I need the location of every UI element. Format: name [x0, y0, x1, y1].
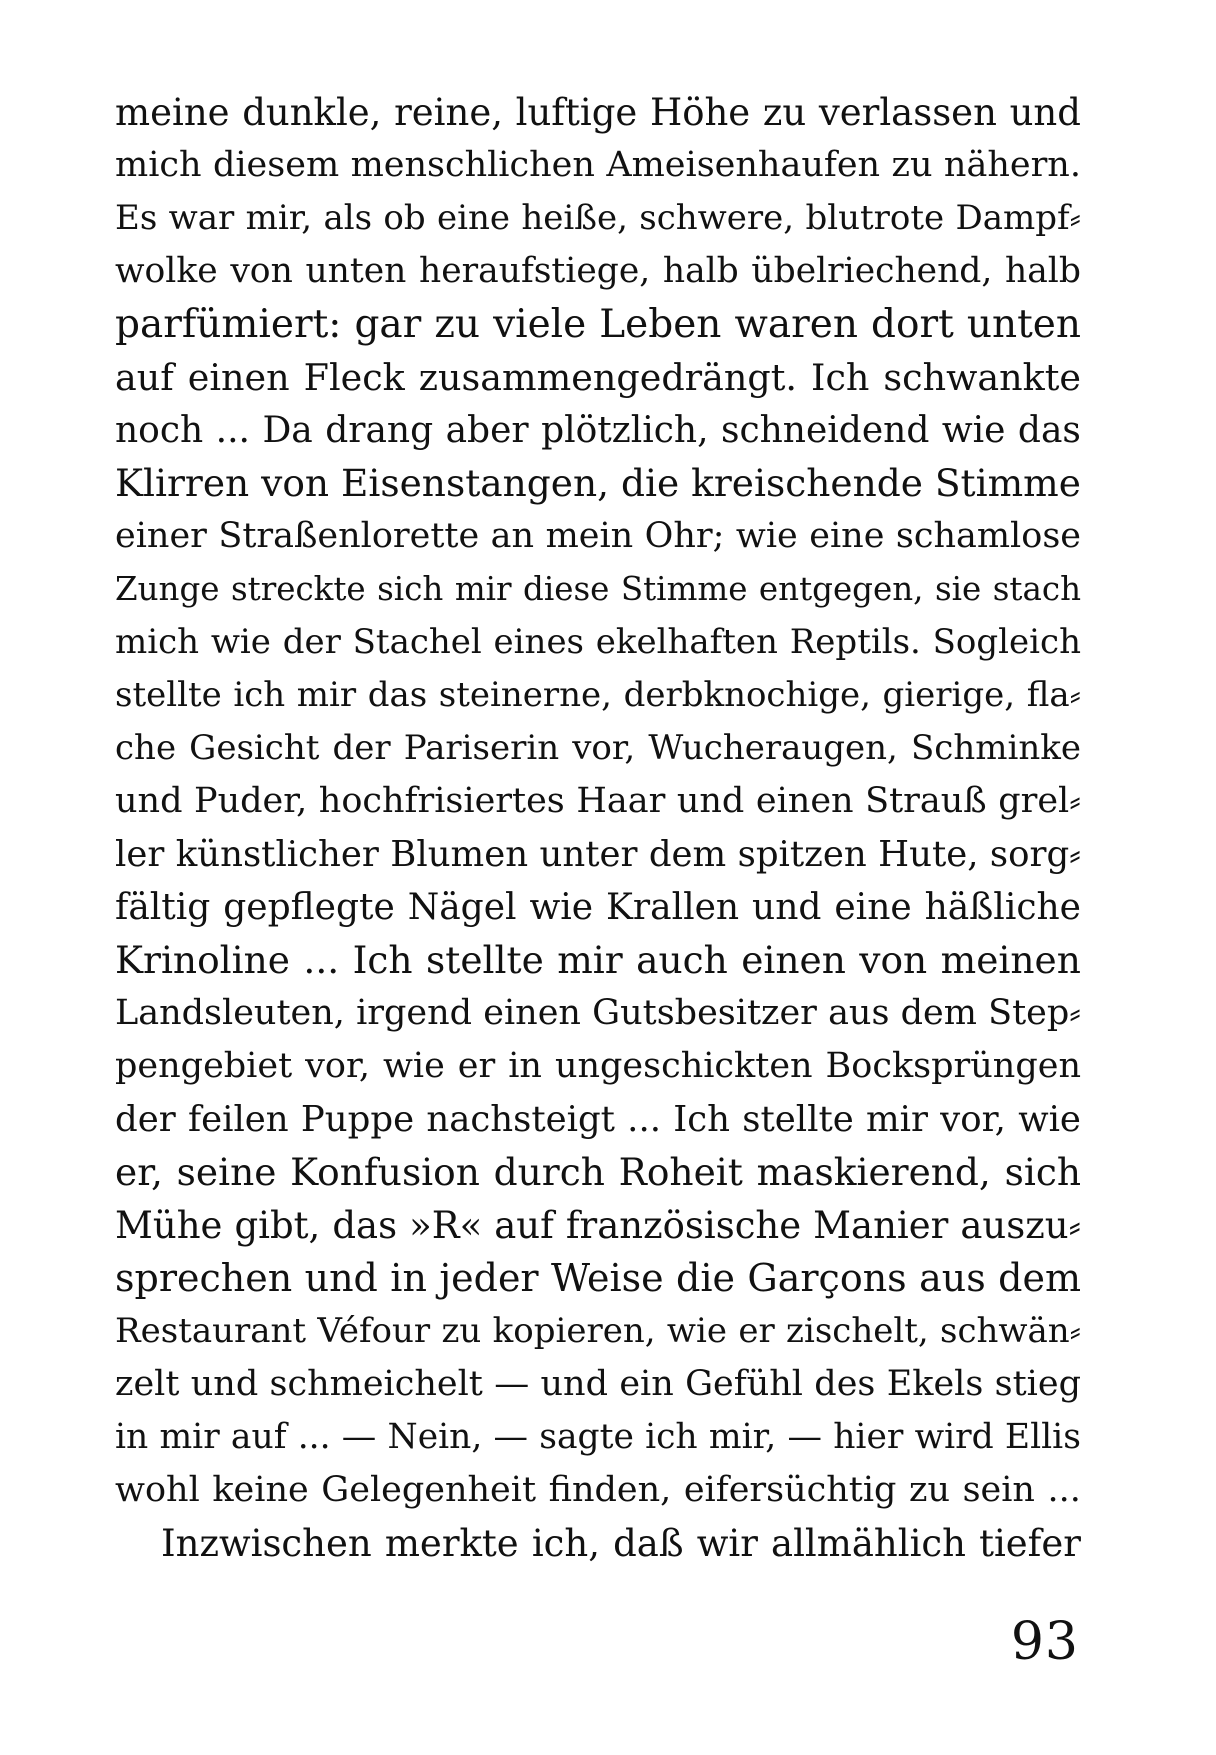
text-line: Landsleuten, irgend einen Gutsbesitzer aus dem Step⸗: [115, 993, 1081, 1033]
text-line: Krinoline ... Ich stellte mir auch einen von meinen: [115, 938, 1081, 982]
text-line: wohl keine Gelegenheit finden, eifersüchtig zu sein ...: [115, 1470, 1081, 1510]
text-line: zelt und schmeichelt — und ein Gefühl des Ekels stieg: [115, 1364, 1081, 1404]
text-line: parfümiert: gar zu viele Leben waren dort unten: [115, 302, 1081, 347]
text-line: auf einen Fleck zusammengedrängt. Ich schwankte: [115, 356, 1081, 399]
text-line: stellte ich mir das steinerne, derbknochige, gierige, fla⸗: [115, 675, 1081, 715]
text-line: fältig gepflegte Nägel wie Krallen und eine häßliche: [115, 887, 1081, 928]
text-line: Zunge streckte sich mir diese Stimme entgegen, sie stach: [115, 570, 1081, 608]
text-line: mich diesem menschlichen Ameisenhaufen zu nähern.: [115, 145, 1081, 185]
body-text: [115, 86, 1081, 1570]
text-line: einer Straßenlorette an mein Ohr; wie eine schamlose: [115, 516, 1081, 556]
text-line: che Gesicht der Pariserin vor, Wucheraugen, Schminke: [115, 728, 1081, 768]
text-line: Klirren von Eisenstangen, die kreischende Stimme: [115, 461, 1081, 505]
text-line: ler künstlicher Blumen unter dem spitzen Hute, sorg⸗: [115, 834, 1081, 875]
text-line: wolke von unten heraufstiege, halb übelriechend, halb: [115, 251, 1081, 291]
text-line: sprechen und in jeder Weise die Garçons aus dem: [115, 1256, 1081, 1300]
text-line: er, seine Konfusion durch Roheit maskierend, sich: [115, 1150, 1081, 1194]
text-line: der feilen Puppe nachsteigt ... Ich stellte mir vor, wie: [115, 1099, 1081, 1140]
text-line: noch ... Da drang aber plötzlich, schneidend wie das: [115, 410, 1081, 451]
text-line: meine dunkle, reine, luftige Höhe zu verlassen und: [115, 91, 1081, 134]
text-line: Mühe gibt, das »R« auf französische Manier auszu⸗: [115, 1204, 1081, 1247]
text-line: Es war mir, als ob eine heiße, schwere, blutrote Dampf⸗: [115, 198, 1081, 238]
text-line: Restaurant Véfour zu kopieren, wie er zischelt, schwän⸗: [115, 1311, 1081, 1351]
text-line: und Puder, hochfrisiertes Haar und einen Strauß grel⸗: [115, 781, 1081, 821]
text-line: mich wie der Stachel eines ekelhaften Reptils. Sogleich: [115, 622, 1081, 662]
page-number: 93: [1010, 1612, 1079, 1672]
text-line: pengebiet vor, wie er in ungeschickten Bocksprüngen: [115, 1046, 1081, 1086]
text-line-paragraph-start: Inzwischen merkte ich, daß wir allmählich tiefer: [161, 1522, 1081, 1565]
text-line: in mir auf ... — Nein, — sagte ich mir, — hier wird Ellis: [115, 1417, 1081, 1457]
